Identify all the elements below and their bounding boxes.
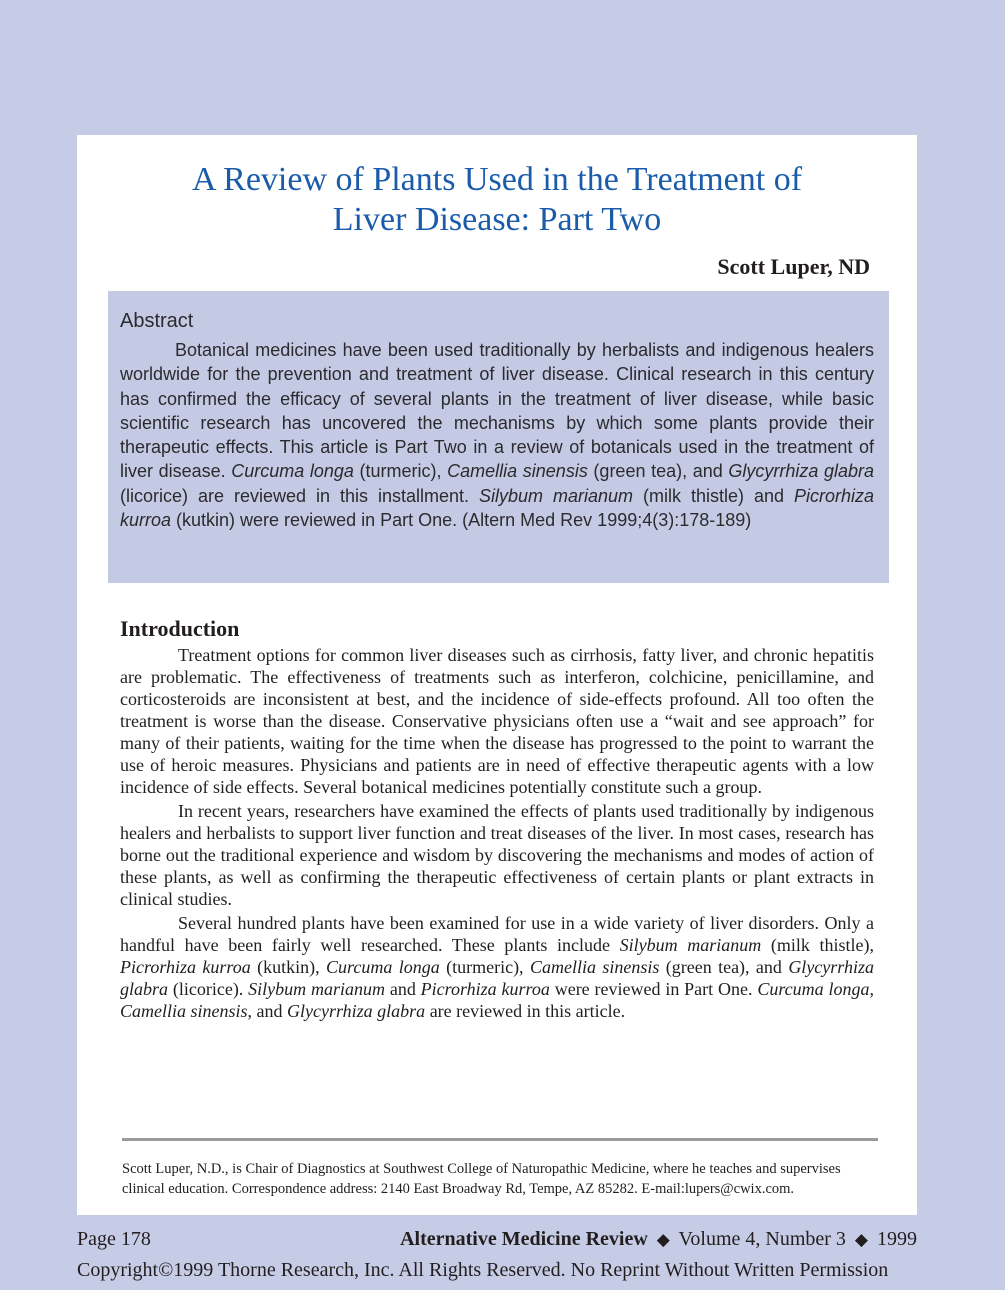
page-footer	[77, 1227, 917, 1282]
diamond-separator-icon: ◆	[854, 1230, 868, 1249]
intro-paragraph-2: In recent years, researchers have examined the effects of plants used traditionally by indigenous healers and herbalists to support liver function and treat diseases of the liver. In most cases, research has borne out the traditional experience and wisdom by discovering the mechanisms and modes of action of these plants, as well as confirming the therapeutic effectiveness of certain plants or plant extracts in clinical studies.	[120, 801, 874, 909]
journal-name: Alternative Medicine Review	[400, 1228, 648, 1250]
issue-info: Volume 4, Number 3	[678, 1228, 846, 1250]
title-line-2: Liver Disease: Part Two	[332, 201, 662, 238]
article-title	[120, 160, 874, 240]
article-page	[77, 135, 917, 1215]
intro-paragraph-3: Several hundred plants have been examined for use in a wide variety of liver disorders. Only a handful have been fairly well researched. These plants include Silybum marianum (milk thistle), Picrorhiza kurroa (kutkin), Curcuma longa (turmeric), Camellia sinensis (green tea), and Glycyrrhiza glabra (licorice). Silybum marianum and Picrorhiza kurroa were reviewed in Part One. Curcuma longa, Camellia sinensis, and Glycyrrhiza glabra are reviewed in this article.	[120, 913, 875, 1021]
diamond-separator-icon: ◆	[656, 1230, 670, 1249]
author-byline: Scott Luper, ND	[717, 254, 870, 279]
year-label: 1999	[877, 1228, 917, 1250]
footer-journal-line	[77, 1227, 917, 1252]
copyright-notice: Copyright©1999 Thorne Research, Inc. All Rights Reserved. No Reprint Without Written Permission	[77, 1259, 889, 1281]
abstract-heading: Abstract	[120, 310, 194, 332]
footnote-divider	[122, 1138, 878, 1141]
title-line-1: A Review of Plants Used in the Treatment of	[191, 161, 803, 198]
abstract-box	[108, 291, 889, 583]
abstract-paragraph: Botanical medicines have been used traditionally by herbalists and indigenous healers worldwide for the prevention and treatment of liver disease. Clinical research in this century has confirmed the efficacy of several plants in the treatment of liver disease, while basic scientific research has uncovered the mechanisms by which some plants provide their therapeutic effects. This article is Part Two in a review of botanicals used in the treatment of liver disease. Curcuma longa (turmeric), Camellia sinensis (green tea), and Glycyrrhiza glabra (licorice) are reviewed in this installment. Silybum marianum (milk thistle) and Picrorhiza kurroa (kutkin) were reviewed in Part One. (Altern Med Rev 1999;4(3):178-189)	[120, 340, 874, 531]
introduction-heading: Introduction	[120, 616, 240, 641]
author-footnote: Scott Luper, N.D., is Chair of Diagnostics at Southwest College of Naturopathic Medicine, where he teaches and supervises clinical education. Correspondence address: 2140 East Broadway Rd, Tempe, AZ 85282. E-mail:lupers@cwix.com.	[122, 1161, 841, 1197]
intro-paragraph-1: Treatment options for common liver diseases such as cirrhosis, fatty liver, and chronic hepatitis are problematic. The effectiveness of treatments such as interferon, colchicine, penicillamine, and corticosteroids are inconsistent at best, and the incidence of side-effects profound. All too often the treatment is worse than the disease. Conservative physicians often use a “wait and see approach” for many of their patients, waiting for the time when the disease has progressed to the point to warrant the use of heroic measures. Physicians and patients are in need of effective therapeutic agents with a low incidence of side effects. Several botanical medicines potentially constitute such a group.	[120, 645, 874, 797]
journal-info	[400, 1227, 917, 1252]
page-number: Page 178	[77, 1228, 151, 1250]
